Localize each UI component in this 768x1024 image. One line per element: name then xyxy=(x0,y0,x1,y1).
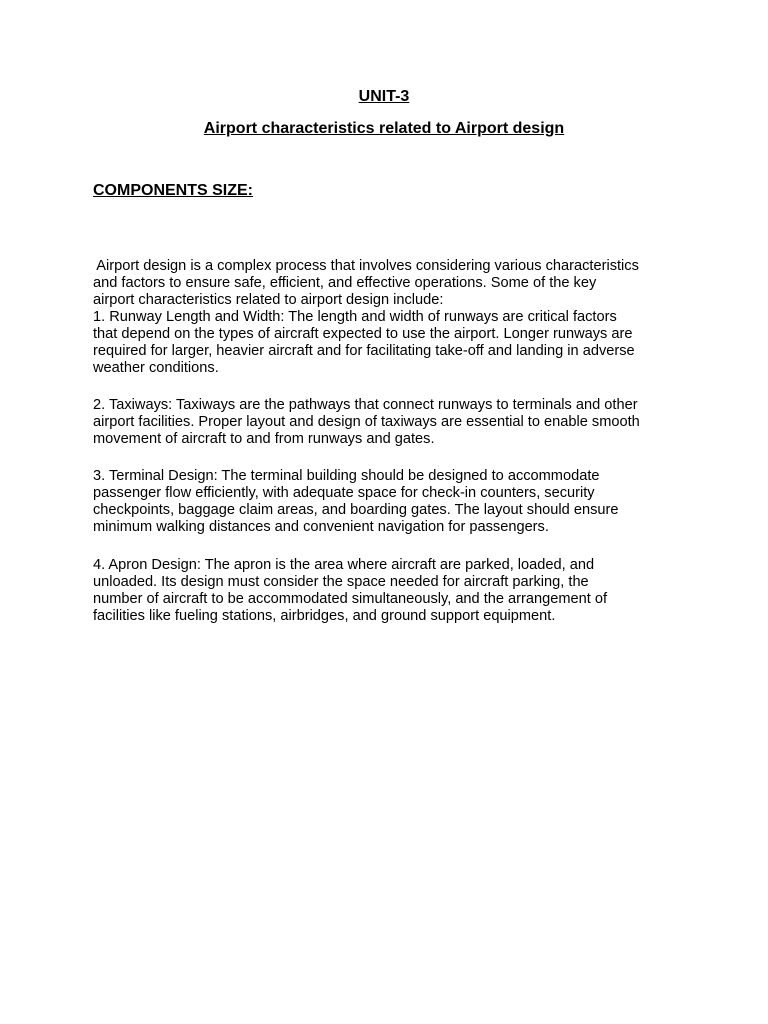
document-title: Airport characteristics related to Airport design xyxy=(203,120,565,137)
text-line: passenger flow efficiently, with adequate space for check-in counters, security xyxy=(93,485,595,501)
text-line: 2. Taxiways: Taxiways are the pathways that connect runways to terminals and other xyxy=(93,397,638,413)
paragraph-intro xyxy=(93,258,693,377)
section-heading: COMPONENTS SIZE: xyxy=(93,182,254,199)
text-line: Airport design is a complex process that involves considering various characteristics xyxy=(93,258,639,274)
paragraph-apron xyxy=(93,557,693,625)
text-line: unloaded. Its design must consider the space needed for aircraft parking, the xyxy=(93,574,589,590)
text-line: 1. Runway Length and Width: The length and width of runways are critical factors xyxy=(93,309,617,325)
text-line: 3. Terminal Design: The terminal building should be designed to accommodate xyxy=(93,468,600,484)
text-line: airport characteristics related to airport design include: xyxy=(93,292,444,308)
text-line: checkpoints, baggage claim areas, and boarding gates. The layout should ensure xyxy=(93,502,619,518)
text-line: airport facilities. Proper layout and design of taxiways are essential to enable smooth xyxy=(93,414,640,430)
text-line: number of aircraft to be accommodated simultaneously, and the arrangement of xyxy=(93,591,608,607)
text-line: movement of aircraft to and from runways and gates. xyxy=(93,431,435,447)
text-line: that depend on the types of aircraft expected to use the airport. Longer runways are xyxy=(93,326,633,342)
paragraph-taxiways xyxy=(93,397,693,448)
text-line: weather conditions. xyxy=(93,360,219,376)
text-line: 4. Apron Design: The apron is the area where aircraft are parked, loaded, and xyxy=(93,557,595,573)
text-line: and factors to ensure safe, efficient, and effective operations. Some of the key xyxy=(93,275,597,291)
text-line: required for larger, heavier aircraft and for facilitating take-off and landing in adverse xyxy=(93,343,635,359)
text-line: facilities like fueling stations, airbridges, and ground support equipment. xyxy=(93,608,556,624)
unit-heading: UNIT-3 xyxy=(358,88,410,105)
text-line: minimum walking distances and convenient navigation for passengers. xyxy=(93,519,549,535)
paragraph-terminal xyxy=(93,468,693,536)
